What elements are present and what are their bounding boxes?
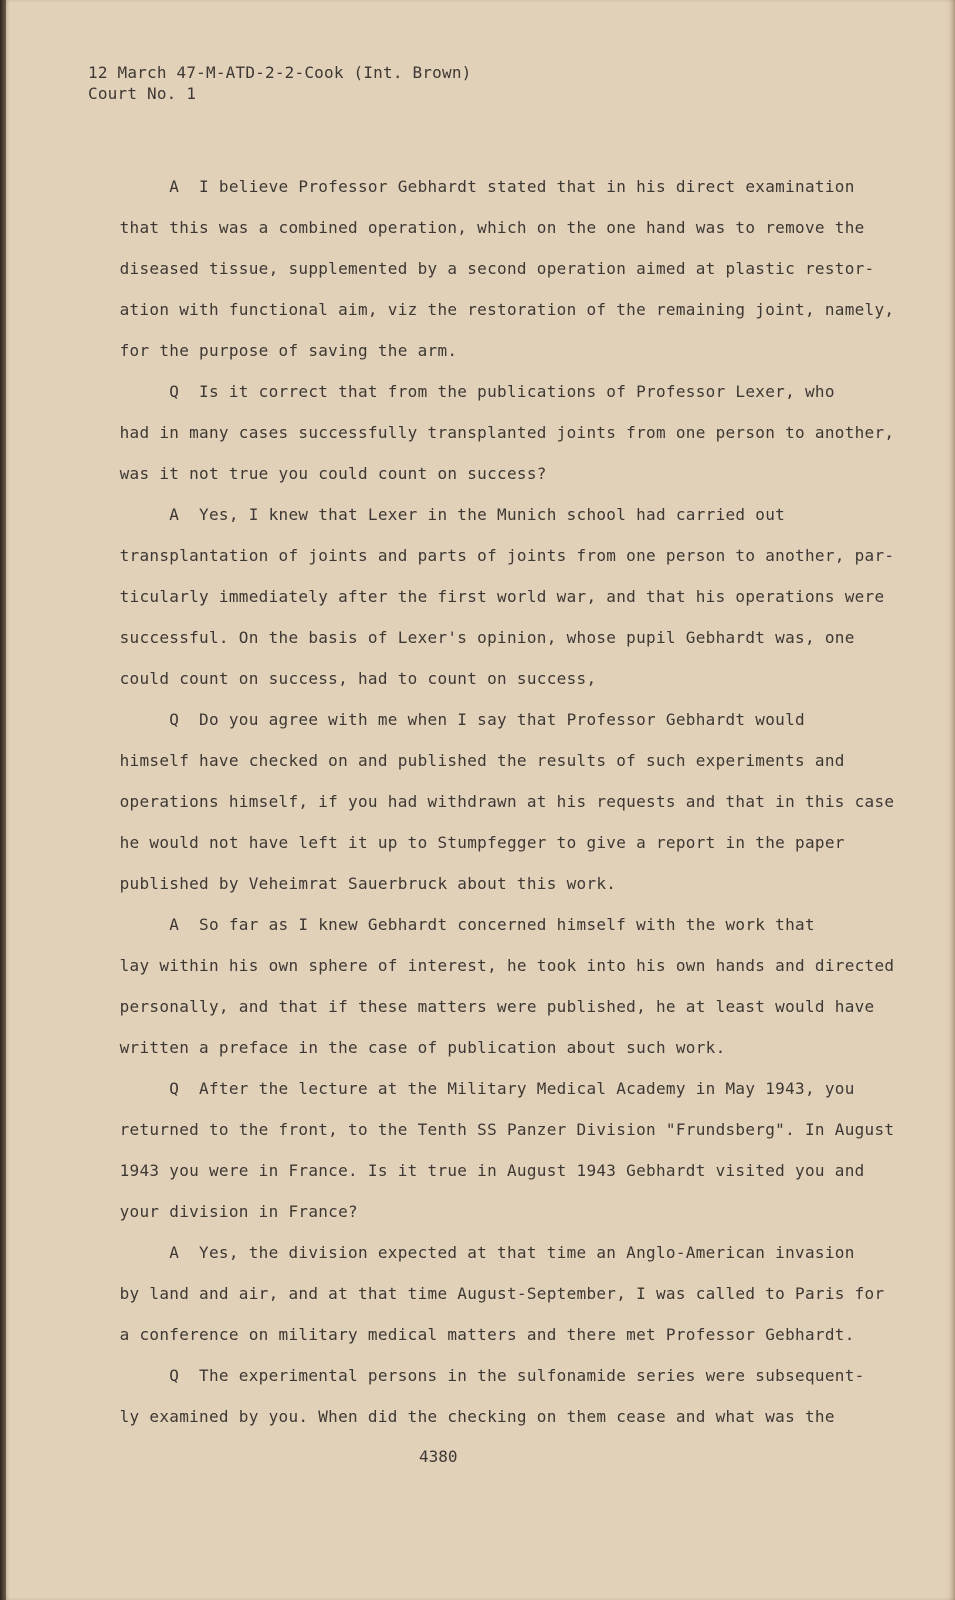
transcript-line: personally, and that if these matters were published, he at least would have <box>60 997 875 1016</box>
transcript-line: Q After the lecture at the Military Medical Academy in May 1943, you <box>60 1079 855 1098</box>
transcript-line: successful. On the basis of Lexer's opinion, whose pupil Gebhardt was, one <box>60 628 855 647</box>
header-reference: 12 March 47-M-ATD-2-2-Cook (Int. Brown) <box>88 63 472 82</box>
page-edge <box>0 0 6 1600</box>
page-number: 4380 <box>419 1447 458 1466</box>
transcript-line: ticularly immediately after the first world war, and that his operations were <box>60 587 885 606</box>
transcript-line: 1943 you were in France. Is it true in August 1943 Gebhardt visited you and <box>60 1161 865 1180</box>
transcript-line: a conference on military medical matters and there met Professor Gebhardt. <box>60 1325 855 1344</box>
transcript-line: for the purpose of saving the arm. <box>60 341 458 360</box>
transcript-line: transplantation of joints and parts of joints from one person to another, par- <box>60 546 895 565</box>
transcript-line: ation with functional aim, viz the restoration of the remaining joint, namely, <box>60 300 895 319</box>
transcript-line: A I believe Professor Gebhardt stated that in his direct examination <box>60 177 855 196</box>
transcript-line: he would not have left it up to Stumpfegger to give a report in the paper <box>60 833 845 852</box>
transcript-line: A Yes, the division expected at that time an Anglo-American invasion <box>60 1243 855 1262</box>
transcript-line: had in many cases successfully transplanted joints from one person to another, <box>60 423 895 442</box>
transcript-line: diseased tissue, supplemented by a second operation aimed at plastic restor- <box>60 259 875 278</box>
transcript-line: Q Do you agree with me when I say that Professor Gebhardt would <box>60 710 805 729</box>
transcript-line: Q The experimental persons in the sulfonamide series were subsequent- <box>60 1366 865 1385</box>
transcript-line: operations himself, if you had withdrawn at his requests and that in this case <box>60 792 895 811</box>
transcript-line: by land and air, and at that time August-September, I was called to Paris for <box>60 1284 885 1303</box>
transcript-line: A Yes, I knew that Lexer in the Munich school had carried out <box>60 505 786 524</box>
transcript-line: that this was a combined operation, which on the one hand was to remove the <box>60 218 865 237</box>
document-header <box>88 62 471 104</box>
transcript-body <box>60 166 895 1437</box>
transcript-line: Q Is it correct that from the publications of Professor Lexer, who <box>60 382 835 401</box>
transcript-line: lay within his own sphere of interest, he took into his own hands and directed <box>60 956 895 975</box>
transcript-line: written a preface in the case of publication about such work. <box>60 1038 726 1057</box>
transcript-line: A So far as I knew Gebhardt concerned himself with the work that <box>60 915 815 934</box>
transcript-line: your division in France? <box>60 1202 358 1221</box>
transcript-line: returned to the front, to the Tenth SS Panzer Division "Frundsberg". In August <box>60 1120 895 1139</box>
transcript-line: published by Veheimrat Sauerbruck about this work. <box>60 874 617 893</box>
header-court: Court No. 1 <box>88 84 197 103</box>
transcript-line: himself have checked on and published the results of such experiments and <box>60 751 845 770</box>
transcript-line: ly examined by you. When did the checking on them cease and what was the <box>60 1407 835 1426</box>
transcript-line: was it not true you could count on success? <box>60 464 547 483</box>
transcript-line: could count on success, had to count on success, <box>60 669 597 688</box>
